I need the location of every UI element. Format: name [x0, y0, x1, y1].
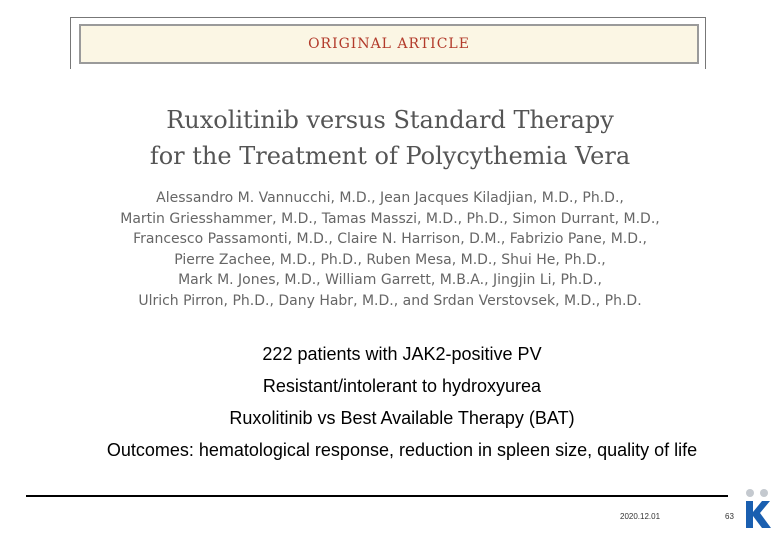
summary-patients: 222 patients with JAK2-positive PV [262, 344, 542, 364]
article-title [0, 102, 780, 174]
article-title-line: Ruxolitinib versus Standard Therapy [166, 106, 614, 134]
summary-population: Resistant/intolerant to hydroxyurea [262, 376, 542, 396]
article-title-line: for the Treatment of Polycythemia Vera [149, 142, 631, 170]
author-line: Pierre Zachee, M.D., Ph.D., Ruben Mesa, M.D., Shui He, Ph.D., [174, 251, 606, 268]
article-type-label: ORIGINAL ARTICLE [308, 36, 470, 52]
footer-divider [26, 495, 728, 497]
author-line: Alessandro M. Vannucchi, M.D., Jean Jacques Kiladjian, M.D., Ph.D., [156, 190, 624, 206]
article-type-banner [79, 24, 699, 64]
logo-dot-right [760, 489, 768, 497]
summary-outcomes: Outcomes: hematological response, reduction in spleen size, quality of life [106, 440, 698, 460]
summary-comparison: Ruxolitinib vs Best Available Therapy (BAT) [229, 408, 575, 428]
slide-page-number: 63 [725, 512, 734, 521]
logo-letter-k [746, 501, 771, 528]
article-header-frame [70, 17, 706, 69]
author-line: Martin Griesshammer, M.D., Tamas Masszi, M.D., Ph.D., Simon Durrant, M.D., [120, 210, 660, 227]
author-line: Mark M. Jones, M.D., William Garrett, M.B.A., Jingjin Li, Ph.D., [178, 272, 602, 288]
slide-date: 2020.12.01 [620, 512, 661, 521]
author-line: Ulrich Pirron, Ph.D., Dany Habr, M.D., and Srdan Verstovsek, M.D., Ph.D. [138, 292, 642, 309]
logo-dot-left [746, 489, 754, 497]
author-list [0, 188, 780, 311]
study-summary [60, 338, 744, 462]
institution-logo [742, 488, 772, 530]
author-line: Francesco Passamonti, M.D., Claire N. Harrison, D.M., Fabrizio Pane, M.D., [133, 231, 647, 247]
